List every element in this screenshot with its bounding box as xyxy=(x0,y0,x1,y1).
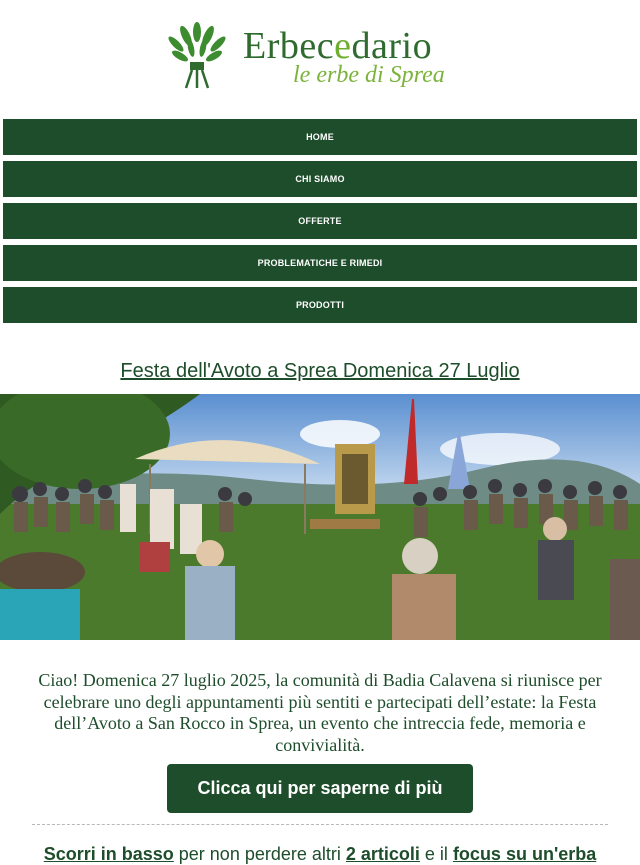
scroll-hint-start: Scorri in basso xyxy=(43,844,174,864)
scroll-hint-mid2: e il xyxy=(419,844,453,864)
article-intro: Ciao! Domenica 27 luglio 2025, la comunità di Badia Calavena si riunisce per celebrare uno degli appuntamenti più sentiti e partecipati dell’estate: la Festa dell’Avoto a San Rocco in Sprea, un evento che intreccia fede, memoria e convivialità. xyxy=(38,670,602,755)
nav-item-prodotti[interactable]: PRODOTTI xyxy=(3,287,637,323)
divider xyxy=(32,824,608,825)
hero-image[interactable] xyxy=(0,394,640,640)
scroll-hint xyxy=(0,844,640,865)
nav-item-problematiche[interactable]: PROBLEMATICHE E RIMEDI xyxy=(3,245,637,281)
read-more-button[interactable]: Clicca qui per saperne di più xyxy=(167,764,473,813)
header xyxy=(0,0,640,118)
herb-bundle-icon xyxy=(166,22,228,90)
nav-item-home[interactable]: HOME xyxy=(3,119,637,155)
brand-logo[interactable] xyxy=(166,22,476,94)
nav-item-offerte[interactable]: OFFERTE xyxy=(3,203,637,239)
brand-subtitle: le erbe di Sprea xyxy=(293,62,445,88)
nav-item-chi-siamo[interactable]: CHI SIAMO xyxy=(3,161,637,197)
main-nav xyxy=(3,119,637,329)
scroll-hint-mid: per non perdere altri xyxy=(173,844,346,864)
scroll-hint-count: 2 articoli xyxy=(345,844,420,864)
scroll-hint-end: focus su un'erba xyxy=(452,844,597,864)
article-title-link[interactable]: Festa dell'Avoto a Sprea Domenica 27 Luglio xyxy=(120,360,520,382)
brand-title: Erbecedario xyxy=(243,25,433,67)
